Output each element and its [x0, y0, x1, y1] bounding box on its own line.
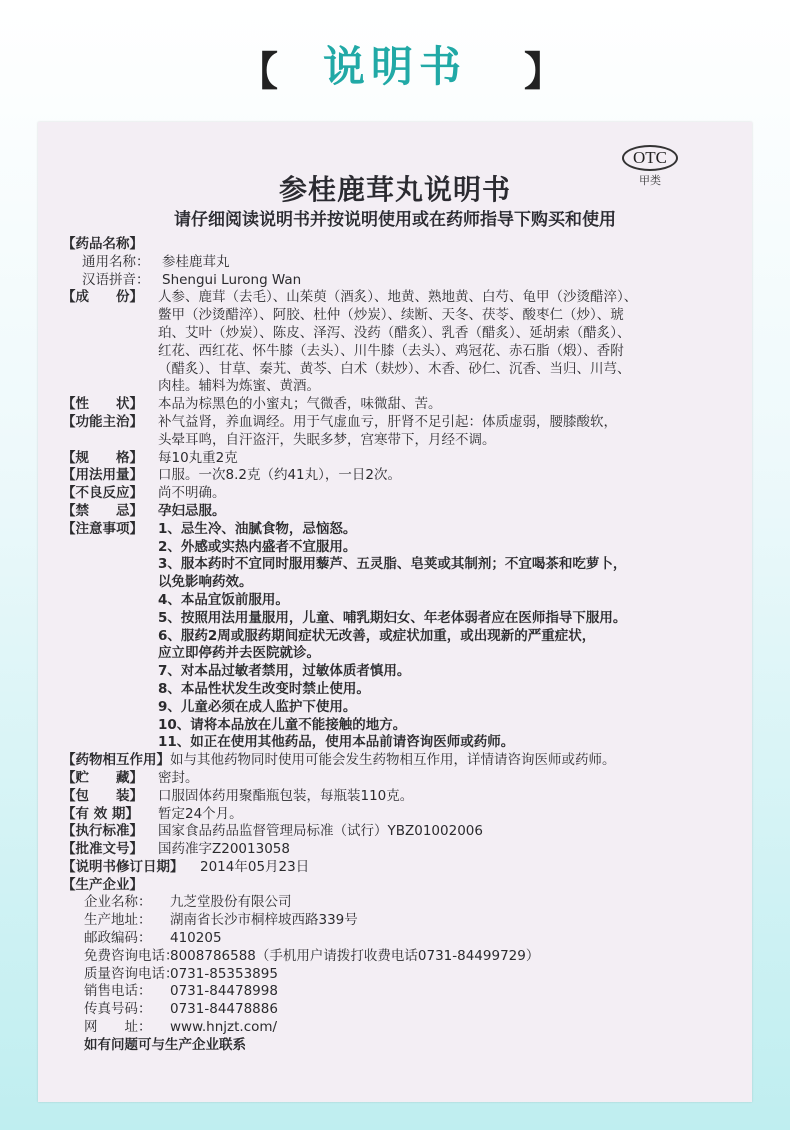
section-label: 【禁 忌】	[62, 502, 143, 519]
section-value: 尚不明确。	[158, 485, 226, 502]
document-subtitle: 请仔细阅读说明书并按说明使用或在药师指导下购买和使用	[174, 210, 616, 230]
field-key: 传真号码：	[84, 1001, 152, 1018]
field-value: 0731-85353895	[170, 965, 278, 982]
manufacturer-footer: 如有问题可与生产企业联系	[84, 1036, 246, 1053]
precaution-item: 10、请将本品放在儿童不能接触的地方。	[158, 716, 407, 733]
section-value: 本品为棕黑色的小蜜丸；气微香，味微甜、苦。	[158, 396, 442, 413]
precaution-item: 5、按照用法用量服用，儿童、哺乳期妇女、年老体弱者应在医师指导下服用。	[158, 609, 627, 626]
website-value: www.hnjzt.com/	[170, 1019, 278, 1036]
manufacturer-row	[62, 912, 748, 930]
precaution-item: 应立即停药并去医院就诊。	[158, 645, 320, 662]
precaution-item: 6、服药2周或服药期间症状无改善，或症状加重，或出现新的严重症状，	[158, 627, 596, 644]
section-label: 【用法用量】	[62, 467, 143, 484]
manufacturer-row	[62, 1019, 748, 1037]
field-key: 邮政编码：	[84, 930, 152, 947]
field-value: 410205	[170, 930, 222, 947]
header-title: 说明书	[322, 42, 467, 91]
manufacturer-row	[62, 948, 748, 966]
manufacturer-row	[62, 983, 748, 1001]
section-value: 国家食品药品监督管理局标准（试行）YBZ01002006	[158, 823, 483, 840]
field-value: 0731-84478998	[170, 983, 278, 1000]
properties-row	[62, 396, 748, 414]
ingredients-line: 红花、西红花、怀牛膝（去头）、川牛膝（去头）、鸡冠花、赤石脂（煅）、香附	[158, 342, 624, 359]
precaution-item: 9、儿童必须在成人监护下使用。	[158, 698, 357, 715]
section-label: 【生产企业】	[62, 876, 143, 893]
ingredients-line: 人参、鹿茸（去毛）、山茱萸（酒炙）、地黄、熟地黄、白芍、龟甲（沙烫醋淬）、	[158, 289, 638, 306]
instruction-sheet	[38, 122, 752, 1102]
approval-row	[62, 841, 748, 859]
field-key: 网 址：	[84, 1019, 152, 1036]
section-label: 【批准文号】	[62, 841, 143, 858]
precautions-row	[62, 521, 748, 539]
precaution-item: 8、本品性状发生改变时禁止使用。	[158, 680, 370, 697]
revision-row	[62, 859, 748, 877]
precaution-item: 2、外感或实热内盛者不宜服用。	[158, 538, 357, 555]
manufacturer-row	[62, 894, 748, 912]
field-value: 8008786588（手机用户请拨打收费电话0731-84499729）	[170, 947, 540, 964]
field-key: 企业名称：	[84, 894, 152, 911]
precaution-item: 以免影响药效。	[158, 574, 253, 591]
precaution-item: 11、如正在使用其他药品，使用本品前请咨询医师或药师。	[158, 734, 515, 751]
ingredients-line: 鳖甲（沙烫醋淬）、阿胶、杜仲（炒炭）、续断、天冬、茯苓、酸枣仁（炒）、琥	[158, 307, 624, 324]
sheet-body	[62, 236, 748, 1055]
drug-name-heading	[62, 236, 748, 254]
otc-category: 甲类	[639, 174, 661, 187]
section-label: 【性 状】	[62, 396, 143, 413]
indications-row	[62, 414, 748, 432]
precaution-item: 1、忌生冷、油腻食物，忌恼怒。	[158, 520, 357, 537]
field-key: 生产地址：	[84, 912, 152, 929]
section-label: 【注意事项】	[62, 520, 143, 537]
section-value: 密封。	[158, 769, 199, 786]
section-value: 口服。一次8.2克（约41丸），一日2次。	[158, 467, 401, 484]
section-value: 国药准字Z20013058	[158, 841, 290, 858]
section-value: 如与其他药物同时使用可能会发生药物相互作用，详情请咨询医师或药师。	[170, 752, 616, 769]
manufacturer-heading	[62, 877, 748, 895]
section-label: 【包 装】	[62, 787, 143, 804]
manufacturer-row	[62, 930, 748, 948]
field-key: 质量咨询电话：	[84, 965, 179, 982]
dosage-row	[62, 467, 748, 485]
page-header	[0, 22, 790, 102]
manufacturer-row	[62, 1001, 748, 1019]
field-key: 免费咨询电话：	[84, 947, 179, 964]
storage-row	[62, 770, 748, 788]
manufacturer-row	[62, 966, 748, 984]
section-label: 【药品名称】	[62, 236, 143, 252]
indications-line: 头晕耳鸣，自汗盗汗，失眠多梦，宫寒带下，月经不调。	[158, 431, 496, 448]
ingredients-row	[62, 289, 748, 307]
field-key: 汉语拼音：	[82, 271, 150, 288]
section-label: 【规 格】	[62, 449, 143, 466]
section-label: 【成 份】	[62, 289, 143, 306]
validity-row	[62, 806, 748, 824]
contraindication-row	[62, 503, 748, 521]
field-value: 0731-84478886	[170, 1001, 278, 1018]
section-value: 暂定24个月。	[158, 805, 243, 822]
section-label: 【功能主治】	[62, 413, 143, 430]
section-label: 【有 效 期】	[62, 805, 139, 822]
ingredients-line: 珀、艾叶（炒炭）、陈皮、泽泻、没药（醋炙）、乳香（醋炙）、延胡索（醋炙）、	[158, 324, 631, 341]
package-row	[62, 788, 748, 806]
section-value: 2014年05月23日	[200, 858, 310, 875]
section-label: 【药物相互作用】	[62, 752, 170, 769]
generic-name-row	[62, 254, 748, 272]
precaution-item: 7、对本品过敏者禁用，过敏体质者慎用。	[158, 663, 411, 680]
field-key: 通用名称：	[82, 253, 150, 270]
standard-row	[62, 823, 748, 841]
precaution-item: 4、本品宜饭前服用。	[158, 591, 289, 608]
section-label: 【说明书修订日期】	[62, 858, 184, 875]
section-value: 孕妇忌服。	[158, 502, 226, 519]
right-bracket: 】	[524, 49, 564, 95]
section-value: 每10丸重2克	[158, 449, 238, 466]
left-bracket: 【	[238, 49, 278, 95]
document-title: 参桂鹿茸丸说明书	[278, 173, 511, 206]
interactions-row	[62, 752, 748, 770]
otc-badge: OTC	[622, 145, 678, 171]
adverse-row	[62, 485, 748, 503]
field-value: 湖南省长沙市桐梓坡西路339号	[170, 912, 358, 929]
section-label: 【贮 藏】	[62, 769, 143, 786]
spec-row	[62, 450, 748, 468]
ingredients-line: 肉桂。辅料为炼蜜、黄酒。	[158, 378, 320, 395]
field-value: 九芝堂股份有限公司	[170, 894, 292, 911]
ingredients-line: （醋炙）、甘草、秦艽、黄芩、白术（麸炒）、木香、砂仁、沉香、当归、川芎、	[158, 360, 631, 377]
precaution-item: 3、服本药时不宜同时服用藜芦、五灵脂、皂荚或其制剂；不宜喝茶和吃萝卜，	[158, 556, 627, 573]
field-key: 销售电话：	[84, 983, 152, 1000]
indications-line: 补气益肾，养血调经。用于气虚血亏，肝肾不足引起：体质虚弱，腰膝酸软，	[158, 413, 617, 430]
field-value: 参桂鹿茸丸	[162, 253, 230, 270]
section-label: 【不良反应】	[62, 485, 143, 502]
section-value: 口服固体药用聚酯瓶包装，每瓶装110克。	[158, 787, 414, 804]
pinyin-row	[62, 272, 748, 290]
field-value: Shengui Lurong Wan	[162, 271, 302, 288]
section-label: 【执行标准】	[62, 823, 143, 840]
